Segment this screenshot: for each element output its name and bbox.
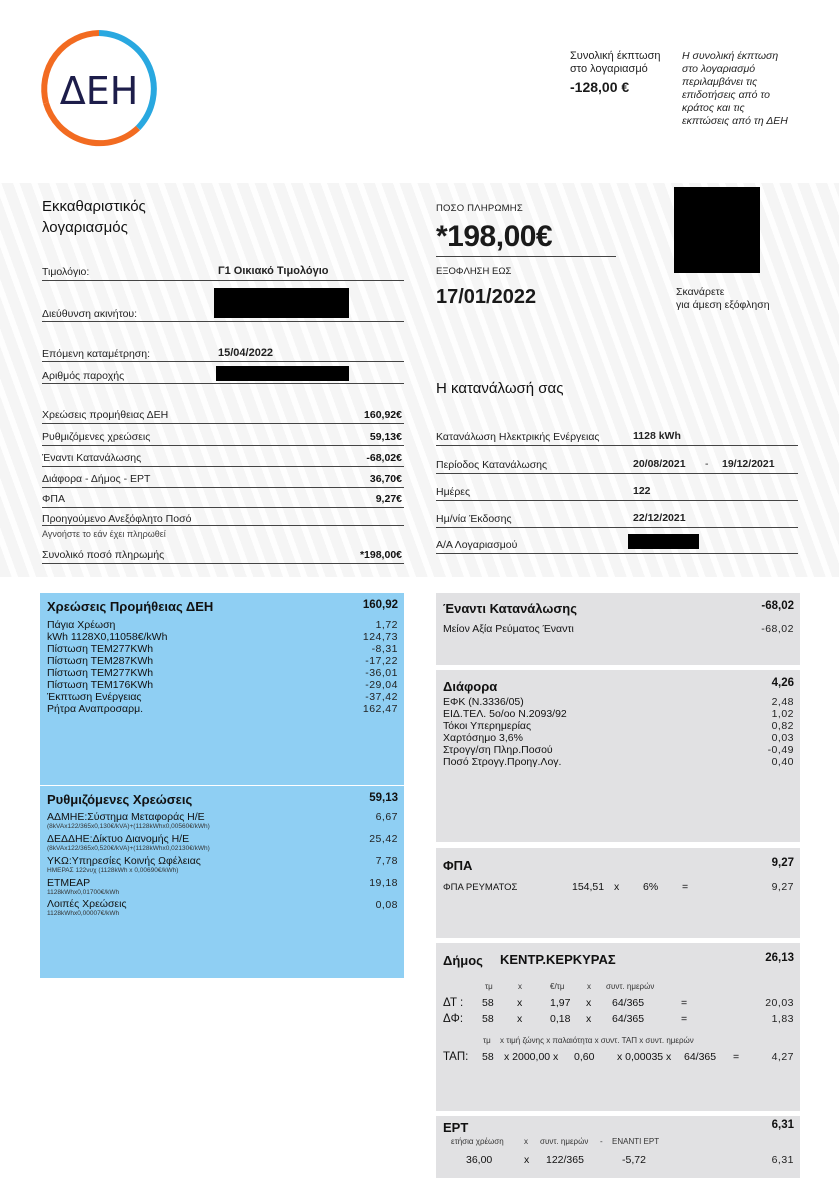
charge-value: -68,02€ <box>366 452 402 464</box>
against-item-label: Μείον Αξία Ρεύματος Έναντι <box>443 623 574 635</box>
mun-row-label: ΔΦ: <box>443 1013 464 1025</box>
charge-label: Διάφορα - Δήμος - ΕΡΤ <box>42 473 151 485</box>
regulated-item-label: ΑΔΜΗΕ:Σύστημα Μεταφοράς Η/Ε <box>47 811 205 823</box>
charge-value: 59,13€ <box>369 431 402 443</box>
supply-item-value: 162,47 <box>362 703 398 715</box>
misc-total: 4,26 <box>771 677 794 689</box>
discount-note <box>682 50 812 128</box>
ert-days: 122/365 <box>546 1154 584 1166</box>
vat-rate: 6% <box>643 881 659 893</box>
payment-amount-label: ΠΟΣΟ ΠΛΗΡΩΜΗΣ <box>436 203 523 214</box>
mun-row-label: ΔΤ : <box>443 997 464 1009</box>
redacted-account-number <box>628 534 699 549</box>
vat-title: ΦΠΑ <box>443 858 473 873</box>
divider <box>42 280 404 281</box>
ert-header-days: συντ. ημερών <box>540 1137 589 1146</box>
discount-label <box>570 50 661 76</box>
regulated-item-formula: 1128kWhx0,00007€/kWh <box>47 910 120 917</box>
regulated-item-value: 0,08 <box>375 899 398 911</box>
misc-item-label: ΕΙΔ.ΤΕΛ. 5ο/οο Ν.2093/92 <box>443 708 567 720</box>
due-date-label: ΕΞΟΦΛΗΣΗ ΕΩΣ <box>436 266 512 277</box>
regulated-item-value: 25,42 <box>369 833 398 845</box>
mun-header-days: συντ. ημερών <box>606 982 655 991</box>
bill-title <box>42 196 146 238</box>
vat-total: 9,27 <box>771 857 794 869</box>
dei-logo <box>38 28 160 150</box>
total-value: *198,00€ <box>359 549 402 561</box>
mun-row-x: x <box>517 1013 523 1025</box>
period-from: 20/08/2021 <box>633 458 686 470</box>
divider <box>436 553 798 554</box>
ignore-note: Αγνοήστε το εάν έχει πληρωθεί <box>42 529 166 539</box>
against-total: -68,02 <box>761 600 794 612</box>
mun-row-x: x <box>517 997 523 1009</box>
misc-item-label: ΕΦΚ (Ν.3336/05) <box>443 696 524 708</box>
divider <box>42 383 404 384</box>
misc-item-label: Στρογγ/ση Πληρ.Ποσού <box>443 744 553 756</box>
regulated-item-value: 6,67 <box>375 811 398 823</box>
total-label: Συνολικό ποσό πληρωμής <box>42 549 165 561</box>
charge-value: 160,92€ <box>364 409 402 421</box>
mun-row-days: 64/365 <box>612 997 645 1009</box>
vat-value: 9,27 <box>771 881 794 893</box>
mun-row-days: 64/365 <box>612 1013 645 1025</box>
charge-label: ΦΠΑ <box>42 493 65 505</box>
tariff-label: Τιμολόγιο: <box>42 266 90 278</box>
misc-item-value: 1,02 <box>771 708 794 720</box>
discount-note-line: εκπτώσεις από τη ΔΕΗ <box>682 115 788 127</box>
address-label: Διεύθυνση ακινήτου: <box>42 308 138 320</box>
previous-unpaid-label: Προηγούμενο Ανεξόφλητο Ποσό <box>42 513 192 525</box>
regulated-title: Ρυθμιζόμενες Χρεώσεις <box>47 792 193 807</box>
divider <box>42 321 404 322</box>
scan-line1: Σκανάρετε <box>676 286 725 298</box>
bill-title-line2: λογαριασμός <box>42 219 128 236</box>
logo-text: ΔΕΗ <box>59 69 139 113</box>
supply-charges-total: 160,92 <box>362 599 398 611</box>
regulated-item-label: ΥΚΩ:Υπηρεσίες Κοινής Ωφέλειας <box>47 855 201 867</box>
divider <box>42 445 404 446</box>
mun-row-eq: = <box>681 1013 688 1025</box>
days-label: Ημέρες <box>436 486 471 498</box>
days-value: 122 <box>633 485 651 497</box>
regulated-item-formula: (8kVAx122/365x0,520€/kVA)+(1128kWhx0,02130€/kWh) <box>47 845 210 852</box>
ert-header-minus: - <box>600 1137 603 1146</box>
vat-equals: = <box>682 881 689 893</box>
scan-line2: για άμεση εξόφληση <box>676 299 770 311</box>
against-title: Έναντι Κατανάλωσης <box>443 601 577 616</box>
against-item-value: -68,02 <box>761 623 794 635</box>
municipality-panel <box>436 943 800 1111</box>
supply-item-value: 124,73 <box>362 631 398 643</box>
municipality-name: ΚΕΝΤΡ.ΚΕΡΚΥΡΑΣ <box>500 952 616 967</box>
due-date: 17/01/2022 <box>436 286 537 308</box>
energy-value: 1128 kWh <box>633 430 681 442</box>
misc-item-value: 0,03 <box>771 732 794 744</box>
period-label: Περίοδος Κατανάλωσης <box>436 459 548 471</box>
mun-header-tm: τμ <box>485 982 493 991</box>
tap-label: ΤΑΠ: <box>443 1051 469 1063</box>
period-to: 19/12/2021 <box>722 458 775 470</box>
regulated-item-label: ΔΕΔΔΗΕ:Δίκτυο Διανομής Η/Ε <box>47 833 190 845</box>
mun-row-rate: 0,18 <box>550 1013 571 1025</box>
mun-row-tm: 58 <box>482 1013 494 1025</box>
misc-item-value: 0,82 <box>771 720 794 732</box>
supply-item-value: -8,31 <box>371 643 398 655</box>
scan-instructions <box>676 286 770 312</box>
divider <box>436 256 616 257</box>
discount-value: -128,00 € <box>570 79 630 95</box>
payment-amount: *198,00€ <box>436 220 553 253</box>
discount-note-line: κράτος και τις <box>682 102 745 114</box>
divider <box>42 487 404 488</box>
supply-item-value: 1,72 <box>375 619 398 631</box>
divider <box>42 507 404 508</box>
ert-total: 6,31 <box>771 1119 794 1131</box>
supply-item-label: Πίστωση ΤΕΜ287KWh <box>47 655 154 667</box>
divider <box>42 466 404 467</box>
ert-header-annual: ετήσια χρέωση <box>451 1137 504 1146</box>
misc-item-label: Χαρτόσημο 3,6% <box>443 732 523 744</box>
redacted-address <box>214 288 349 318</box>
mun-header-x: x <box>518 982 522 991</box>
mun-header-x: x <box>587 982 591 991</box>
tap-header-rest: x τιμή ζώνης x παλαιότητα x συντ. ΤΑΠ x συντ. ημερών <box>500 1036 694 1045</box>
divider <box>42 563 404 564</box>
divider <box>436 473 798 474</box>
issue-date-label: Ημ/νία Έκδοσης <box>436 513 512 525</box>
supply-item-label: Ρήτρα Αναπροσαρμ. <box>47 703 144 715</box>
divider <box>42 361 404 362</box>
tap-zone: x 2000,00 x <box>504 1051 559 1063</box>
charge-value: 9,27€ <box>375 493 402 505</box>
energy-label: Κατανάλωση Ηλεκτρικής Ενέργειας <box>436 431 600 443</box>
misc-item-value: 2,48 <box>771 696 794 708</box>
charge-label: Χρεώσεις προμήθειας ΔΕΗ <box>42 409 169 421</box>
tap-tm: 58 <box>482 1051 494 1063</box>
mun-row-tm: 58 <box>482 997 494 1009</box>
regulated-item-value: 19,18 <box>369 877 398 889</box>
supply-item-label: Πίστωση ΤΕΜ277KWh <box>47 643 154 655</box>
supply-item-label: Πάγια Χρέωση <box>47 619 116 631</box>
period-separator: - <box>705 458 709 470</box>
discount-note-line: Η συνολική έκπτωση <box>682 50 779 62</box>
mun-row-x: x <box>586 997 592 1009</box>
qr-code[interactable] <box>674 187 760 273</box>
ert-against: -5,72 <box>622 1154 646 1166</box>
mun-row-x: x <box>586 1013 592 1025</box>
tariff-value: Γ1 Οικιακό Τιμολόγιο <box>218 265 329 277</box>
charge-label: Έναντι Κατανάλωσης <box>42 452 142 464</box>
issue-date-value: 22/12/2021 <box>633 512 686 524</box>
regulated-item-label: Λοιπές Χρεώσεις <box>47 898 127 910</box>
regulated-item-formula: 1128kWhx0,01700€/kWh <box>47 889 120 896</box>
next-reading-value: 15/04/2022 <box>218 347 274 359</box>
supply-number-label: Αριθμός παροχής <box>42 370 125 382</box>
tap-header-tm: τμ <box>483 1036 491 1045</box>
divider <box>42 423 404 424</box>
consumption-title: Η κατανάλωσή σας <box>436 380 564 397</box>
vat-base: 154,51 <box>572 881 605 893</box>
supply-item-label: kWh 1128X0,11058€/kWh <box>47 631 168 643</box>
discount-label-line2: στο λογαριασμό <box>570 63 648 75</box>
supply-item-value: -17,22 <box>365 655 398 667</box>
ert-header-against: ΕΝΑΝΤΙ ΕΡΤ <box>612 1137 660 1146</box>
tap-eq: = <box>733 1051 740 1063</box>
misc-item-value: 0,40 <box>771 756 794 768</box>
mun-row-rate: 1,97 <box>550 997 571 1009</box>
tap-coef: x 0,00035 x <box>617 1051 672 1063</box>
discount-note-line: στο λογαριασμό <box>682 63 756 75</box>
supply-item-label: Έκπτωση Ενέργειας <box>47 691 142 703</box>
discount-note-line: περιλαμβάνει τις <box>682 76 758 88</box>
charge-value: 36,70€ <box>369 473 402 485</box>
discount-label-line1: Συνολική έκπτωση <box>570 50 661 62</box>
supply-charges-title: Χρεώσεις Προμήθειας ΔΕΗ <box>47 599 214 614</box>
regulated-item-value: 7,78 <box>375 855 398 867</box>
vat-label: ΦΠΑ ΡΕΥΜΑΤΟΣ <box>443 882 518 893</box>
mun-row-value: 1,83 <box>771 1013 794 1025</box>
supply-item-label: Πίστωση ΤΕΜ277KWh <box>47 667 154 679</box>
misc-item-label: Ποσό Στρογγ.Προηγ.Λογ. <box>443 756 562 768</box>
municipality-title: Δήμος <box>443 953 483 968</box>
misc-item-value: -0,49 <box>767 744 794 756</box>
tap-age: 0,60 <box>574 1051 595 1063</box>
ert-x: x <box>524 1154 530 1166</box>
divider <box>436 527 798 528</box>
supply-item-value: -37,42 <box>365 691 398 703</box>
ert-annual: 36,00 <box>466 1154 493 1166</box>
next-reading-label: Επόμενη καταμέτρηση: <box>42 348 151 360</box>
misc-item-label: Τόκοι Υπερημερίας <box>443 720 532 732</box>
divider <box>436 445 798 446</box>
regulated-total: 59,13 <box>369 792 398 804</box>
misc-title: Διάφορα <box>443 679 498 694</box>
divider <box>42 525 404 526</box>
mun-row-value: 20,03 <box>765 997 794 1009</box>
supply-item-value: -36,01 <box>365 667 398 679</box>
tap-value: 4,27 <box>771 1051 794 1063</box>
bill-title-line1: Εκκαθαριστικός <box>42 198 146 215</box>
redacted-supply-number <box>216 366 349 381</box>
regulated-item-formula: ΗΜΕΡΑΣ 122νυχ (1128kWh x 0,00690€/kWh) <box>47 867 179 874</box>
regulated-item-formula: (8kVAx122/365x0,130€/kVA)+(1128kWhx0,00560€/kWh) <box>47 823 210 830</box>
supply-item-label: Πίστωση ΤΕΜ176KWh <box>47 679 154 691</box>
regulated-item-label: ΕΤΜΕΑΡ <box>47 877 91 889</box>
supply-item-value: -29,04 <box>365 679 398 691</box>
account-number-label: Α/Α Λογαριασμού <box>436 539 518 551</box>
vat-times: x <box>614 881 620 893</box>
mun-row-eq: = <box>681 997 688 1009</box>
divider <box>436 500 798 501</box>
discount-note-line: επιδοτήσεις από το <box>682 89 770 101</box>
mun-header-rate: €/τμ <box>550 982 565 991</box>
charge-label: Ρυθμιζόμενες χρεώσεις <box>42 431 151 443</box>
municipality-total: 26,13 <box>765 952 794 964</box>
ert-value: 6,31 <box>771 1154 794 1166</box>
ert-title: ΕΡΤ <box>443 1120 469 1135</box>
tap-days: 64/365 <box>684 1051 717 1063</box>
ert-header-x: x <box>524 1137 528 1146</box>
